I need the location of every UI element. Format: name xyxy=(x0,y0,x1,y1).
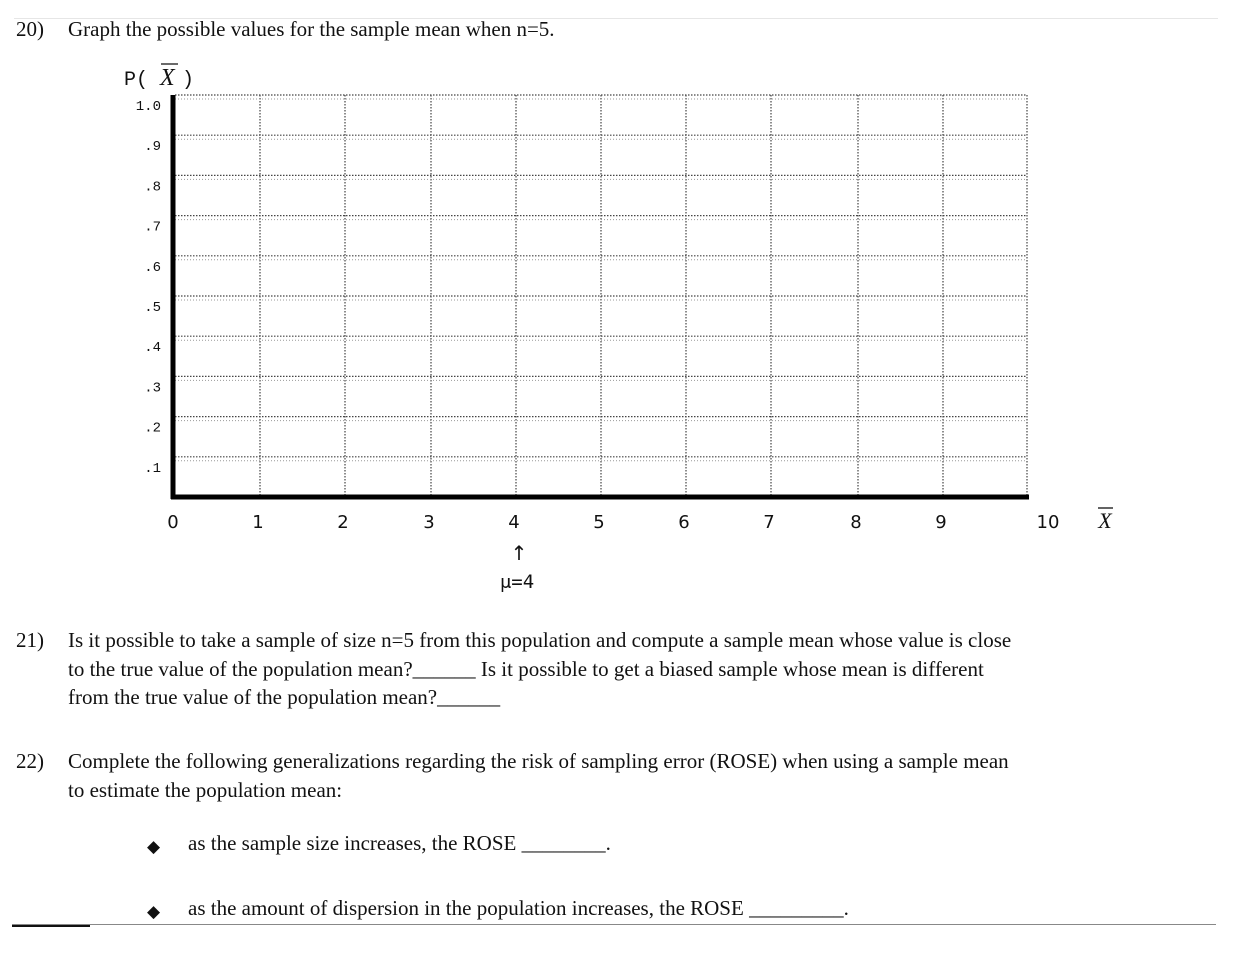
mu-annotation: μ=4 xyxy=(499,571,535,593)
bullet-diamond-icon: ◆ xyxy=(147,902,161,921)
bullet-diamond-icon: ◆ xyxy=(147,837,161,856)
x-tick-label: 10 xyxy=(1036,512,1060,533)
question-21-line2 xyxy=(68,655,1178,684)
bottom-rule xyxy=(12,924,1216,925)
question-20-number: 20) xyxy=(16,17,44,41)
answer-blank-close[interactable]: ______ xyxy=(412,656,476,681)
x-tick-label: 3 xyxy=(423,512,435,533)
answer-blank-biased[interactable]: ______ xyxy=(437,685,501,709)
x-tick-label: 8 xyxy=(850,512,862,533)
x-tick-label: 6 xyxy=(678,512,690,533)
up-arrow-icon: ↑ xyxy=(510,541,528,565)
y-tick-label: .8 xyxy=(144,179,161,196)
question-21-line3a: from the true value of the population mean? xyxy=(68,685,438,709)
y-tick-label: .4 xyxy=(144,340,161,357)
question-22-line1: Complete the following generalizations regarding the risk of sampling error (ROSE) when using a sample mean xyxy=(68,749,1009,773)
x-tick-label: 0 xyxy=(167,512,179,533)
y-tick-label: .7 xyxy=(144,219,161,236)
x-tick-label: 7 xyxy=(763,512,775,533)
question-21-line2a: to the true value of the population mean? xyxy=(68,656,413,681)
question-21-line1: Is it possible to take a sample of size n=5 from this population and compute a sample mean whose value is close xyxy=(68,628,1012,652)
question-21-text xyxy=(68,626,1178,712)
question-21-number: 21) xyxy=(16,628,44,652)
y-tick-label: .1 xyxy=(144,460,161,477)
question-21 xyxy=(0,626,1248,716)
question-21-line2b: Is it possible to get a biased sample whose mean is different xyxy=(475,656,984,681)
question-20-text: Graph the possible values for the sample mean when n=5. xyxy=(68,17,555,41)
axes xyxy=(171,95,1029,499)
bullet-item-sample-size[interactable]: as the sample size increases, the ROSE ________. xyxy=(188,831,611,855)
question-22-line2: to estimate the population mean: xyxy=(68,777,343,802)
y-tick-label: .3 xyxy=(144,380,161,397)
y-axis-label-suffix: ) xyxy=(182,69,195,92)
bullet-item-dispersion[interactable]: as the amount of dispersion in the population increases, the ROSE _________. xyxy=(188,896,849,920)
bottom-rule-accent xyxy=(12,925,90,927)
question-22-number: 22) xyxy=(16,749,44,773)
y-tick-label: 1.0 xyxy=(135,99,161,115)
question-22 xyxy=(0,747,1248,807)
y-tick-label: .2 xyxy=(144,420,161,437)
x-tick-label: 4 xyxy=(508,512,520,533)
question-22-text xyxy=(68,747,1178,804)
y-axis-label-variable: X xyxy=(160,65,175,91)
y-tick-label: .6 xyxy=(144,259,161,276)
x-tick-label: 9 xyxy=(935,512,947,533)
x-axis-variable: X xyxy=(1098,508,1112,533)
x-tick-label: 1 xyxy=(252,512,264,533)
axis-labels xyxy=(124,64,1113,593)
y-axis-label-prefix: P( xyxy=(124,69,149,92)
y-tick-label: .5 xyxy=(144,300,161,316)
y-tick-label: .9 xyxy=(144,139,161,156)
question-21-line3 xyxy=(68,683,1178,712)
grid xyxy=(175,95,1027,497)
x-tick-label: 5 xyxy=(593,512,605,533)
x-tick-label: 2 xyxy=(337,512,349,533)
